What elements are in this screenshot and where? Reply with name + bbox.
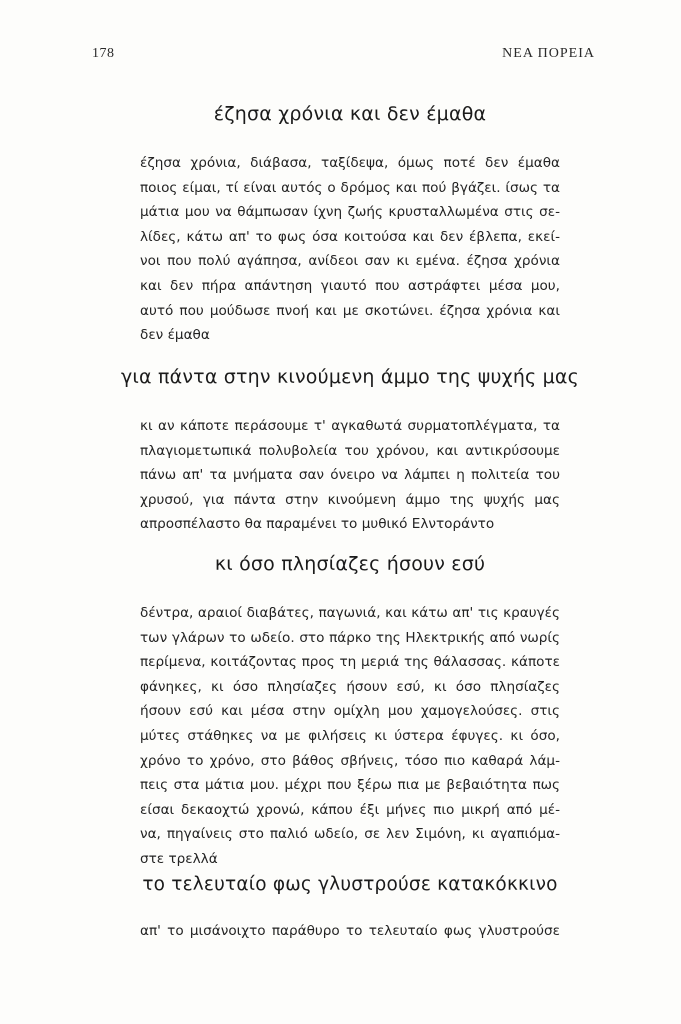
poem-line: χρυσού, για πάντα στην κινούμενη άμμο της ψυχής μας — [140, 491, 560, 508]
poem — [120, 366, 580, 537]
page-header — [92, 46, 595, 66]
poem-line: λίδες, κάτω απ' το φως όσα κοιτούσα και δεν έβλεπα, εκεί- — [140, 228, 560, 245]
poem-line: ποιος είμαι, τί είναι αυτός ο δρόμος και πού βγάζει. ίσως τα — [140, 179, 560, 196]
poem-line: χρόνο το χρόνο, στο βάθος σβήνεις, τόσο πιο καθαρά λάμ- — [140, 752, 560, 769]
poem-body — [140, 414, 560, 537]
page-number: 178 — [92, 46, 115, 61]
poem-line: στε τρελλά — [140, 850, 218, 867]
poem-line: πλαγιομετωπικά πολυβολεία του χρόνου, και αντικρύσουμε — [140, 442, 560, 459]
poem-line: απ' το μισάνοιχτο παράθυρο το τελευταίο φως γλυστρούσε — [140, 923, 560, 939]
poem-line: αυτό που μούδωσε πνοή και με σκοτώνει. έζησα χρόνια και — [140, 302, 560, 319]
poem-line: δεν έμαθα — [140, 327, 210, 344]
poem-line: περίμενα, κοιτάζοντας προς τη μεριά της θάλασσας. κάποτε — [140, 654, 560, 671]
poem-line: και δεν πήρα απάντηση γιαυτό που αστράφτει μέσα μου, — [140, 277, 560, 294]
poem-line: φάνηκες, κι όσο πλησίαζες ήσουν εσύ, κι όσο πλησίαζες — [140, 678, 560, 695]
poem-line: ήσουν εσύ και μέσα στην ομίχλη μου χαμογελούσες. στις — [140, 703, 560, 720]
poem-line: έζησα χρόνια, διάβασα, ταξίδεψα, όμως ποτέ δεν έμαθα — [140, 155, 560, 171]
poem-title: για πάντα στην κινούμενη άμμο της ψυχής μας — [120, 366, 580, 388]
poem-line: πάνω απ' τα μνήματα σαν όνειρο να λάμπει η πολιτεία του — [140, 467, 560, 484]
poem-body — [140, 151, 560, 348]
poem-line: να, πηγαίνεις στο παλιό ωδείο, σε λεν Σιμόνη, κι αγαπιόμα- — [140, 826, 560, 843]
poem — [140, 553, 560, 872]
poem-title: έζησα χρόνια και δεν έμαθα — [213, 103, 487, 125]
poem-line: νοι που πολύ αγάπησα, ανίδεοι σαν κι εμένα. έζησα χρόνια — [140, 253, 560, 270]
poem-title: κι όσο πλησίαζες ήσουν εσύ — [214, 553, 486, 575]
poem-body — [140, 601, 560, 872]
poem-line: πεις στα μάτια μου. μέχρι που ξέρω πια με βεβαιότητα πως — [140, 777, 560, 794]
running-head: ΝΕΑ ΠΟΡΕΙΑ — [502, 46, 595, 61]
poem — [140, 874, 560, 944]
poem-line: απροσπέλαστο θα παραμένει το μυθικό Ελντοράντο — [140, 516, 495, 533]
poem-line: κι αν κάποτε περάσουμε τ' αγκαθωτά συρματοπλέγματα, τα — [140, 418, 560, 434]
poem-line: μάτια μου να θάμπωσαν ίχνη ζωής κρυσταλλωμένα στις σε- — [140, 204, 560, 221]
poem-body — [140, 919, 560, 944]
poem-line: δέντρα, αραιοί διαβάτες, παγωνιά, και κάτω απ' τις κραυγές — [140, 605, 560, 621]
poem — [140, 103, 560, 348]
poem-title: το τελευταίο φως γλυστρούσε κατακόκκινο — [142, 874, 558, 895]
poem-line: είσαι δεκαοχτώ χρονώ, κάπου έξι μήνες πιο μικρή από μέ- — [140, 801, 560, 818]
poem-line: των γλάρων το ωδείο. στο πάρκο της Ηλεκτρικής από νωρίς — [140, 629, 560, 646]
poem-line: μύτες στάθηκες να με φιλήσεις κι ύστερα έφυγες. κι όσο, — [140, 727, 560, 744]
